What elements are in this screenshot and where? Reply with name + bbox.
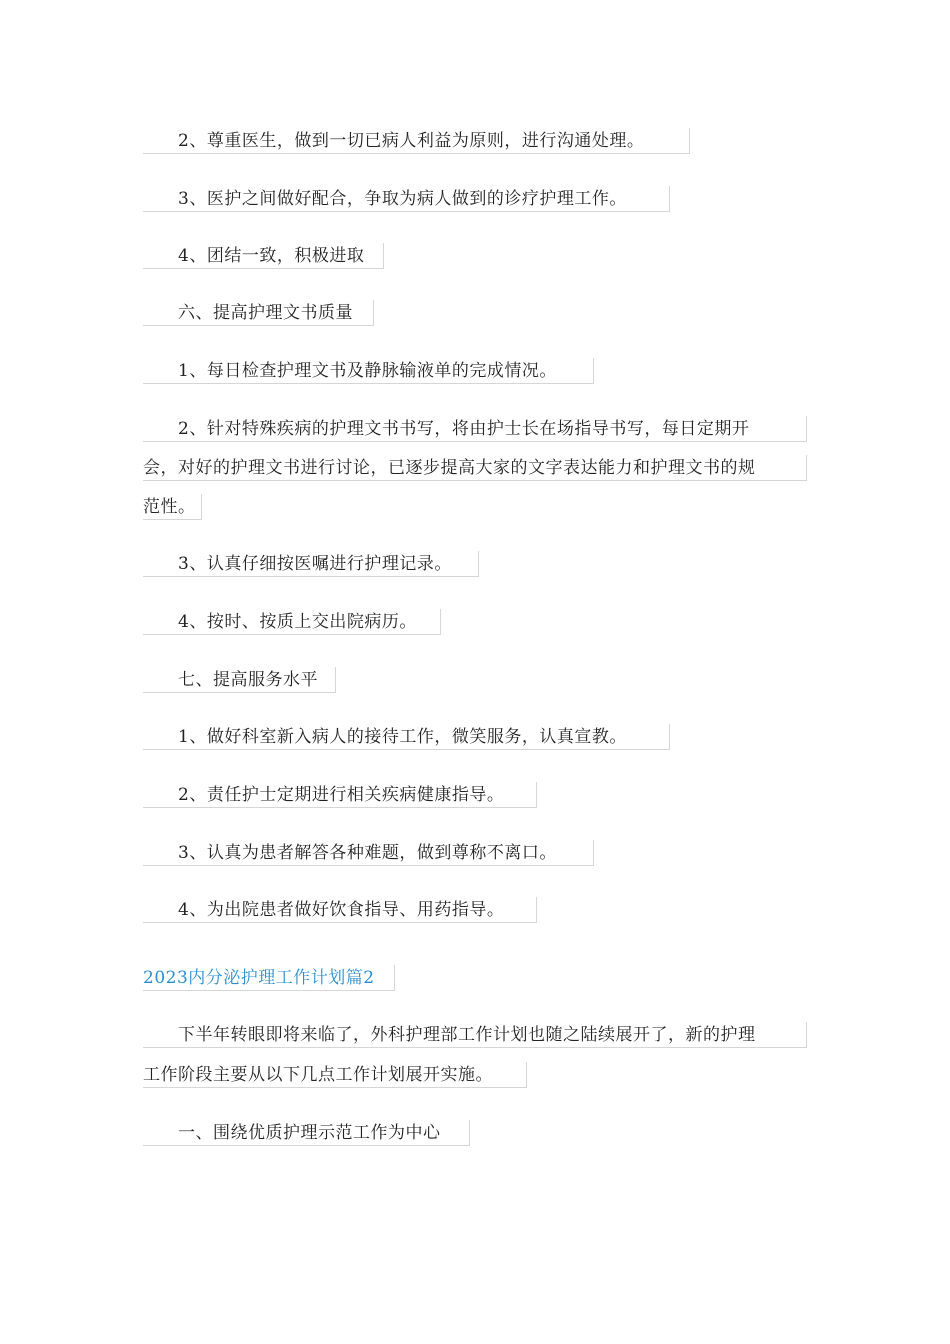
article-title-link[interactable]: 2023内分泌护理工作计划篇2 xyxy=(143,965,395,991)
paragraph: 2、针对特殊疾病的护理文书书写，将由护士长在场指导书写，每日定期开 xyxy=(143,416,807,442)
paragraph: 4、为出院患者做好饮食指导、用药指导。 xyxy=(143,897,537,923)
paragraph: 下半年转眼即将来临了，外科护理部工作计划也随之陆续展开了，新的护理 xyxy=(143,1022,807,1048)
paragraph: 3、医护之间做好配合，争取为病人做到的诊疗护理工作。 xyxy=(143,186,670,212)
paragraph: 3、认真为患者解答各种难题，做到尊称不离口。 xyxy=(143,840,594,866)
section-heading: 七、提高服务水平 xyxy=(143,667,336,693)
paragraph: 2、尊重医生，做到一切已病人利益为原则，进行沟通处理。 xyxy=(143,128,690,154)
paragraph: 3、认真仔细按医嘱进行护理记录。 xyxy=(143,551,479,577)
section-heading: 一、围绕优质护理示范工作为中心 xyxy=(143,1120,470,1146)
paragraph: 会，对好的护理文书进行讨论，已逐步提高大家的文字表达能力和护理文书的规 xyxy=(143,455,807,481)
paragraph: 1、每日检查护理文书及静脉输液单的完成情况。 xyxy=(143,358,594,384)
paragraph: 2、责任护士定期进行相关疾病健康指导。 xyxy=(143,782,537,808)
section-heading: 六、提高护理文书质量 xyxy=(143,300,374,326)
paragraph: 4、按时、按质上交出院病历。 xyxy=(143,609,441,635)
paragraph: 4、团结一致，积极进取 xyxy=(143,243,384,269)
paragraph: 1、做好科室新入病人的接待工作，微笑服务，认真宣教。 xyxy=(143,724,670,750)
paragraph: 工作阶段主要从以下几点工作计划展开实施。 xyxy=(143,1062,527,1088)
paragraph: 范性。 xyxy=(143,494,202,520)
